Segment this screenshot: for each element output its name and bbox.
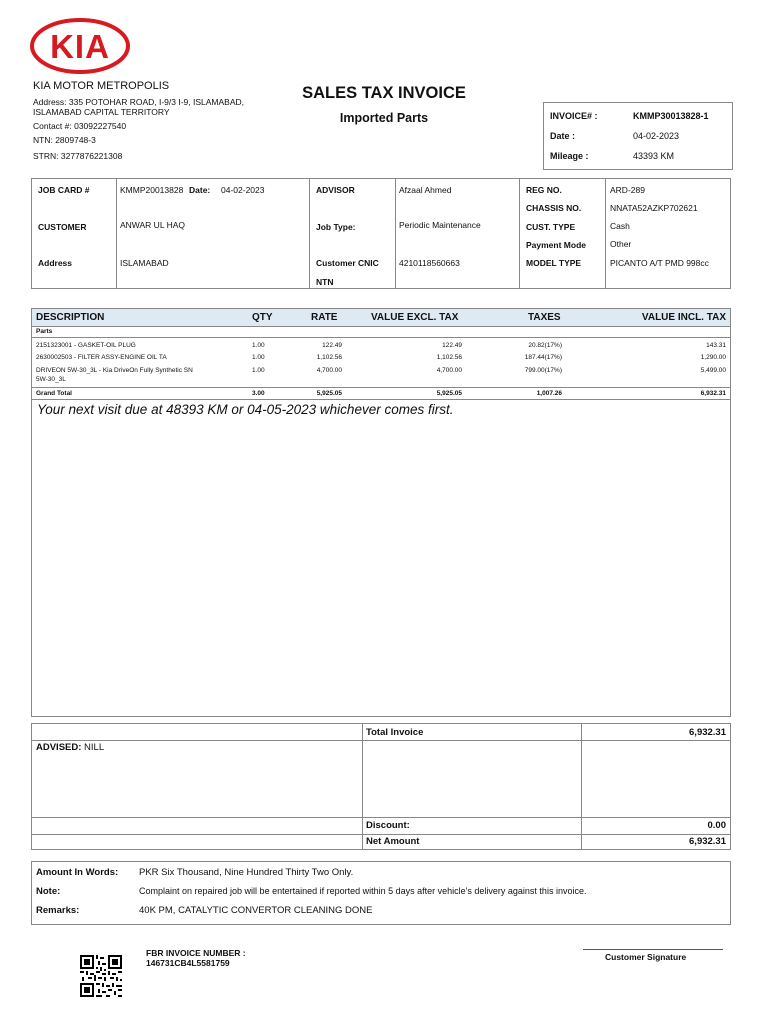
payment-label: Payment Mode bbox=[526, 240, 586, 250]
customer-signature-label: Customer Signature bbox=[605, 952, 687, 962]
signature-line bbox=[583, 949, 723, 950]
cust-type: Cash bbox=[610, 221, 630, 231]
reg-number: ARD-289 bbox=[610, 185, 645, 195]
items-header bbox=[32, 309, 730, 327]
col-value-excl: VALUE EXCL. TAX bbox=[371, 312, 459, 323]
row-value-excl: 4,700.00 bbox=[436, 367, 462, 374]
advisor-label: ADVISOR bbox=[316, 185, 355, 195]
total-invoice-value: 6,932.31 bbox=[689, 727, 726, 738]
chassis-label: CHASSIS NO. bbox=[526, 203, 582, 213]
grand-total-label: Grand Total bbox=[36, 390, 72, 397]
notes-box bbox=[31, 861, 731, 925]
advised bbox=[36, 742, 104, 753]
col-description: DESCRIPTION bbox=[36, 312, 105, 323]
net-amount-label: Net Amount bbox=[366, 836, 420, 847]
grand-total-taxes: 1,007.26 bbox=[536, 390, 562, 397]
total-invoice-label: Total Invoice bbox=[366, 727, 424, 738]
fbr-label: FBR INVOICE NUMBER : bbox=[146, 948, 246, 958]
invoice-number: KMMP30013828-1 bbox=[633, 111, 709, 121]
remarks-label: Remarks: bbox=[36, 905, 80, 916]
job-card-box bbox=[31, 178, 731, 289]
advised-label: ADVISED: bbox=[36, 742, 82, 753]
grand-total-value-excl: 5,925.05 bbox=[436, 390, 462, 397]
grand-total-qty: 3.00 bbox=[252, 390, 265, 397]
cust-type-label: CUST. TYPE bbox=[526, 222, 576, 232]
amount-words-label: Amount In Words: bbox=[36, 867, 119, 878]
row-qty: 1.00 bbox=[252, 342, 265, 349]
cnic-label: Customer CNIC bbox=[316, 258, 379, 268]
chassis-number: NNATA52AZKP702621 bbox=[610, 203, 698, 213]
row-taxes: 187.44(17%) bbox=[524, 354, 562, 361]
invoice-number-label: INVOICE# : bbox=[550, 111, 598, 121]
row-taxes: 20.82(17%) bbox=[528, 342, 562, 349]
invoice-mileage-label: Mileage : bbox=[550, 151, 589, 161]
address-label: Address bbox=[38, 258, 73, 268]
fbr-invoice bbox=[146, 948, 246, 968]
company-contact: Contact #: 03092227540 bbox=[33, 121, 127, 131]
row-description: 2630002503 - FILTER ASSY-ENGINE OIL TA bbox=[36, 354, 167, 361]
next-visit-notice: Your next visit due at 48393 KM or 04-05-2023 whichever comes first. bbox=[37, 402, 454, 417]
col-value-incl: VALUE INCL. TAX bbox=[641, 312, 726, 323]
job-type: Periodic Maintenance bbox=[399, 220, 481, 230]
invoice-title: SALES TAX INVOICE bbox=[302, 84, 466, 102]
job-date-label: Date: bbox=[189, 185, 211, 195]
col-rate: RATE bbox=[311, 312, 338, 323]
row-value-incl: 5,499.00 bbox=[700, 367, 726, 374]
row-rate: 1,102.56 bbox=[316, 354, 342, 361]
row-value-excl: 122.49 bbox=[442, 342, 462, 349]
job-date: 04-02-2023 bbox=[221, 185, 265, 195]
qr-code-icon bbox=[80, 955, 122, 997]
note-label: Note: bbox=[36, 886, 61, 897]
totals-box bbox=[31, 723, 731, 850]
company-address-line2: ISLAMABAD CAPITAL TERRITORY bbox=[33, 107, 170, 117]
grand-total-value-incl: 6,932.31 bbox=[700, 390, 726, 397]
col-taxes: TAXES bbox=[528, 312, 561, 323]
ntn-label: NTN bbox=[316, 277, 334, 287]
items-table bbox=[31, 308, 731, 717]
row-value-incl: 1,290.00 bbox=[700, 354, 726, 361]
row-description: 2151323001 - GASKET-OIL PLUG bbox=[36, 342, 136, 349]
row-qty: 1.00 bbox=[252, 367, 265, 374]
customer-address: ISLAMABAD bbox=[120, 258, 169, 268]
invoice-date-label: Date : bbox=[550, 131, 576, 141]
discount-value: 0.00 bbox=[707, 820, 726, 831]
col-qty: QTY bbox=[252, 312, 273, 323]
row-taxes: 799.00(17%) bbox=[524, 367, 562, 374]
row-rate: 4,700.00 bbox=[316, 367, 342, 374]
kia-logo bbox=[30, 18, 130, 74]
row-rate: 122.49 bbox=[322, 342, 342, 349]
grand-total-rate: 5,925.05 bbox=[316, 390, 342, 397]
advisor-name: Afzaal Ahmed bbox=[399, 185, 452, 195]
company-name: KIA MOTOR METROPOLIS bbox=[33, 80, 170, 92]
payment-mode: Other bbox=[610, 239, 632, 249]
model-type: PICANTO A/T PMD 998cc bbox=[610, 258, 709, 268]
cnic: 4210118560663 bbox=[399, 258, 460, 268]
invoice-date: 04-02-2023 bbox=[633, 131, 680, 141]
row-value-excl: 1,102.56 bbox=[436, 354, 462, 361]
amount-words: PKR Six Thousand, Nine Hundred Thirty Two Only. bbox=[139, 867, 354, 878]
fbr-number: 146731CB4L5581759 bbox=[146, 958, 230, 968]
logo-text: KIA bbox=[50, 28, 110, 65]
customer-name: ANWAR UL HAQ bbox=[120, 220, 186, 230]
row-value-incl: 143.31 bbox=[706, 342, 726, 349]
company-address-line1: Address: 335 POTOHAR ROAD, I-9/3 I-9, ISLAMABAD, bbox=[33, 97, 244, 107]
row-description: DRIVEON 5W-30_3L - Kia DriveOn Fully Synthetic SN bbox=[36, 367, 193, 374]
job-type-label: Job Type: bbox=[316, 222, 356, 232]
customer-label: CUSTOMER bbox=[38, 222, 87, 232]
net-amount-value: 6,932.31 bbox=[689, 836, 726, 847]
job-card-number: KMMP20013828 bbox=[120, 185, 184, 195]
row-description-continued: 5W-30_3L bbox=[36, 376, 66, 383]
invoice-info-box bbox=[543, 102, 733, 170]
remarks-text: 40K PM, CATALYTIC CONVERTOR CLEANING DONE bbox=[139, 905, 373, 916]
invoice-subtitle: Imported Parts bbox=[339, 111, 429, 125]
company-details bbox=[33, 97, 244, 161]
advised-value: NILL bbox=[84, 742, 105, 753]
reg-label: REG NO. bbox=[526, 185, 562, 195]
model-label: MODEL TYPE bbox=[526, 258, 582, 268]
job-card-label: JOB CARD # bbox=[38, 185, 90, 195]
company-strn: STRN: 3277876221308 bbox=[33, 151, 123, 161]
note-text: Complaint on repaired job will be entertained if reported within 5 days after vehicle's delivery against this invoice. bbox=[139, 886, 587, 896]
company-ntn: NTN: 2809748-3 bbox=[33, 135, 96, 145]
invoice-mileage: 43393 KM bbox=[633, 151, 675, 161]
section-label: Parts bbox=[36, 328, 53, 335]
row-qty: 1.00 bbox=[252, 354, 265, 361]
discount-label: Discount: bbox=[366, 820, 410, 831]
